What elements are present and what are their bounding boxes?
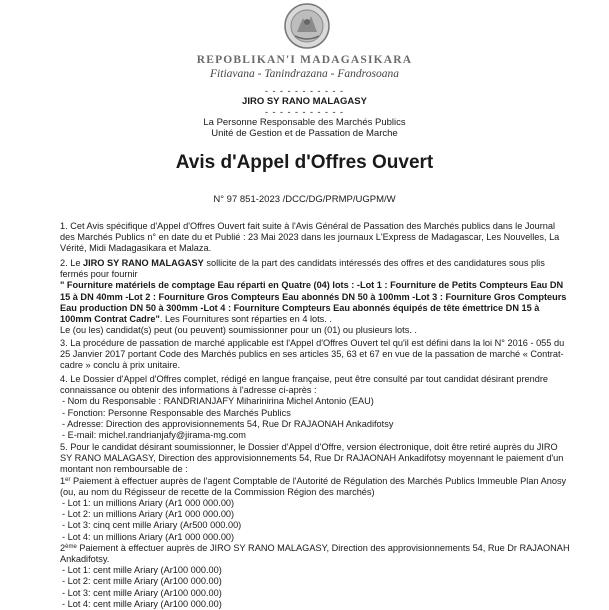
paragraph-3 (60, 338, 570, 372)
list-item: - Fonction: Personne Responsable des Marchés Publics (62, 407, 291, 418)
first-payment-suffix: er (65, 476, 71, 483)
list-item: - Nom du Responsable : RANDRIANJAFY Miharinirina Michel Antonio (EAU) (62, 396, 374, 407)
paragraph-5 (60, 442, 570, 610)
first-payment-list (60, 498, 570, 543)
first-payment-text: Paiement à effectuer auprès de l'agent Comptable de l'Autorité de Régulation des Marchés Publics Immeuble Plan Anosy (ou, au nom du Régisseur de recette de la Commission Région des marchés) (60, 475, 567, 497)
second-payment-list (60, 565, 570, 610)
national-motto: Fitiavana - Tanindrazana - Fandrosoana (210, 68, 399, 80)
paragraph-2-closing: Le (ou les) candidat(s) peut (ou peuvent) soumissionner pour un (01) ou plusieurs lots. . (60, 325, 417, 336)
national-seal-emblem (283, 2, 331, 50)
list-item: - Lot 1: un millions Ariary (Ar1 000 000.00) (62, 498, 235, 509)
para2-lots-description: " Fourniture matériels de comptage Eau réparti en Quatre (04) lots : -Lot 1 : Fourniture de Petits Compteurs Eau DN 15 à DN 40mm -Lot 2 : Fourniture Gros Compteurs Eau abonnés DN 50 à 100mm -Lot 3 : Fourniture Gros Compteurs Eau production DN 50 à 300mm -Lot 4 : Fourniture Compteurs Eau abonnés équipés de tête émettrice DN 15 à 100mm Contrat Cadre" (60, 280, 567, 325)
reference-number: N° 97 851-2023 /DCC/DG/PRMP/UGPM/W (213, 194, 396, 205)
second-payment-text: Paiement à effectuer auprès de JIRO SY RANO MALAGASY, Direction des approvisionnements 54, Rue Dr RAJAONAH Ankadifotsy. (60, 542, 570, 565)
first-payment-number: 1 (60, 475, 66, 486)
list-item: - E-mail: michel.randrianjafy@jirama-mg.com (62, 430, 246, 441)
first-payment (60, 476, 570, 498)
paragraph-3-text: 3. La procédure de passation de marché applicable est l'Appel d'Offres Ouvert tel qu'il est défini dans la loi N° 2016 - 055 du 25 Janvier 2017 portant Code des Marchés publics en ses articles 35, 63 et 67 en vue de la passation de marché « Contrat-cadre » conclu à prix unitaire. (60, 338, 565, 371)
list-item: - Lot 3: cent mille Ariary (Ar100 000.00) (62, 587, 222, 598)
paragraph-1 (60, 221, 570, 255)
list-item: - Lot 4: cent mille Ariary (Ar100 000.00) (62, 598, 222, 609)
paragraph-2 (60, 258, 570, 336)
list-item: - Lot 1: cent mille Ariary (Ar100 000.00) (62, 565, 222, 576)
list-item: - Lot 2: cent mille Ariary (Ar100 000.00) (62, 576, 222, 587)
organization-name: JIRO SY RANO MALAGASY (242, 96, 367, 107)
republic-name: REPOBLIKAN'I MADAGASIKARA (196, 54, 413, 66)
separator-top: - - - - - - - - - - - (265, 86, 344, 96)
second-payment-suffix: ème (65, 543, 77, 550)
prmp-line-1: La Personne Responsable des Marchés Publics (203, 117, 406, 128)
list-item: - Lot 3: cinq cent mille Ariary (Ar500 000.00) (62, 520, 242, 531)
list-item: - Lot 2: un millions Ariary (Ar1 000 000.00) (62, 509, 235, 520)
para2-intro-start: 2. Le (60, 258, 83, 268)
para2-intro-end: sollicite de la part des candidats intéressés des offres et des candidatures sous plis fermés pour fournir (60, 258, 545, 280)
contact-info-list (60, 396, 570, 441)
paragraph-4 (60, 374, 570, 441)
prmp-line-2: Unité de Gestion et de Passation de Marche (211, 128, 398, 139)
separator-bottom: - - - - - - - - - - - (265, 107, 344, 117)
second-payment-number: 2 (60, 542, 66, 553)
para2-lots-tail: . Les Fournitures sont réparties en 4 lots. . (159, 314, 332, 325)
paragraph-2-intro (60, 258, 570, 280)
page-title: Avis d'Appel d'Offres Ouvert (175, 152, 434, 173)
paragraph-1-text: 1. Cet Avis spécifique d'Appel d'Offres Ouvert fait suite à l'Avis Général de Passation des Marchés publics dans le Journal des Marchés Publics n° en date du et Publié : 23 Mai 2023 dans les journaux L'Express de Madagascar, Les Nouvelles, La Vérité, Midi Madagasikara et Malaza. (60, 221, 560, 254)
paragraph-2-lots (60, 280, 570, 325)
second-payment (60, 543, 570, 565)
list-item: - Adresse: Direction des approvisionnements 54, Rue Dr RAJAONAH Ankadifotsy (62, 418, 394, 429)
paragraph-4-intro: 4. Le Dossier d'Appel d'Offres complet, rédigé en langue française, peut être consulté par tout candidat désirant prendre connaissance ou obtenir des informations à l'adresse ci-après : (60, 374, 549, 396)
list-item: - Lot 4: un millions Ariary (Ar1 000 000.00) (62, 531, 235, 542)
para2-organization: JIRO SY RANO MALAGASY (83, 258, 204, 268)
paragraph-5-intro: 5. Pour le candidat désirant soumissionner, le Dossier d'Appel d'Offre, version électronique, doit être retiré auprès du JIRO SY RANO MALAGASY, Direction des approvisionnements 54, Rue Dr RAJAONAH Ankadifotsy moyennant le paiement d'un montant non remboursable de : (60, 442, 564, 475)
